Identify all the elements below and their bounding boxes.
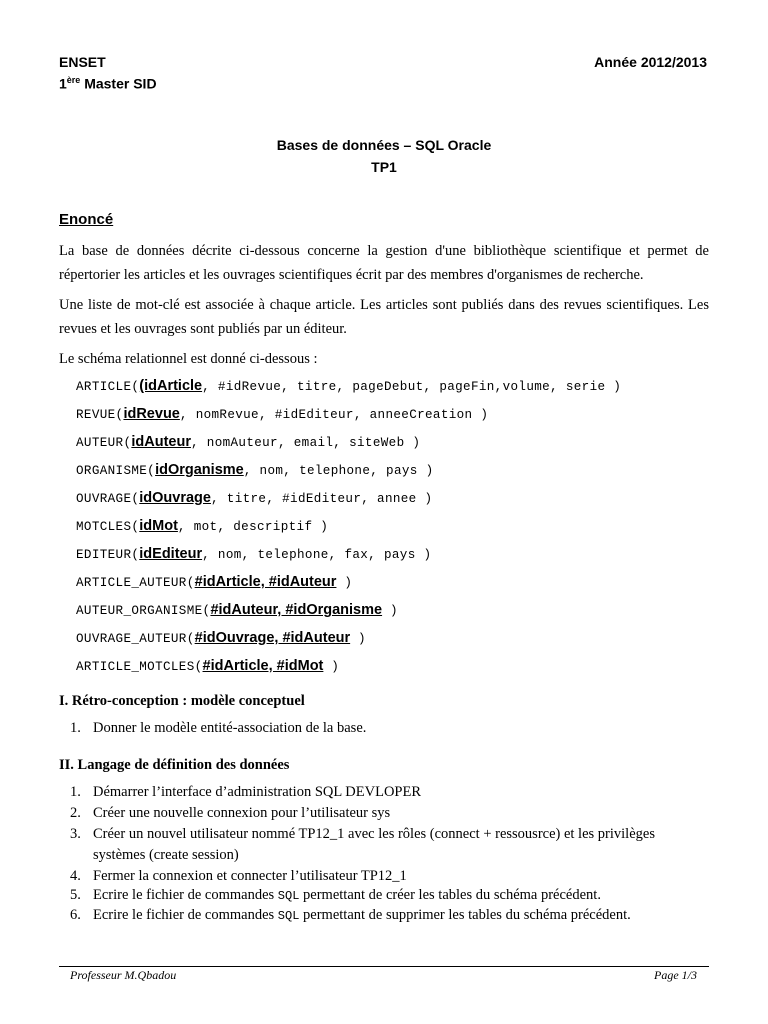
schema-line	[76, 490, 432, 506]
list-item: 6. Ecrire le fichier de commandes SQL permettant de supprimer les tables du schéma précédent.	[70, 907, 631, 923]
schema-table-name: ARTICLE_MOTCLES(	[76, 660, 203, 674]
schema-primary-key: idRevue	[123, 406, 180, 422]
schema-line	[76, 434, 420, 450]
schema-attributes: , nomRevue, #idEditeur, anneeCreation )	[179, 408, 489, 422]
section-2-title: II. Langage de définition des données	[59, 757, 290, 773]
list-item-text: Démarrer l’interface d’administration SQL DEVLOPER	[93, 784, 422, 800]
schema-primary-key: #idArticle, #idAuteur	[194, 574, 337, 590]
schema-attributes: , #idRevue, titre, pageDebut, pageFin,volume, serie )	[202, 380, 622, 394]
schema-line	[76, 602, 398, 618]
schema-attributes: )	[323, 660, 340, 674]
footer-page-number: Page 1/3	[654, 968, 697, 982]
schema-table-name: EDITEUR(	[76, 548, 140, 562]
code-keyword: SQL	[277, 909, 300, 923]
code-keyword: SQL	[277, 889, 300, 903]
schema-line	[76, 518, 328, 534]
schema-primary-key: idMot	[139, 518, 178, 534]
schema-line	[76, 630, 366, 646]
schema-table-name: OUVRAGE(	[76, 492, 140, 506]
schema-attributes: , nom, telephone, fax, pays )	[202, 548, 432, 562]
schema-line	[76, 378, 621, 394]
schema-line	[76, 406, 488, 422]
list-item-text: Donner le modèle entité-association de la base.	[93, 720, 367, 736]
enonce-text-3: Le schéma relationnel est donné ci-dessous :	[59, 351, 318, 367]
list-item: 1. Donner le modèle entité-association de la base.	[70, 720, 367, 736]
list-item-text: permettant de créer les tables du schéma précédent.	[303, 887, 601, 903]
section-1-title: I. Rétro-conception : modèle conceptuel	[59, 693, 305, 709]
list-item-text: Ecrire le fichier de commandes	[93, 907, 275, 923]
list-item-continuation	[93, 847, 239, 864]
list-item-text: systèmes (create session)	[93, 847, 239, 863]
schema-table-name: MOTCLES(	[76, 520, 140, 534]
schema-attributes: , mot, descriptif )	[177, 520, 329, 534]
list-item: 5. Ecrire le fichier de commandes SQL permettant de créer les tables du schéma précédent.	[70, 887, 601, 903]
enonce-text-2: Une liste de mot-clé est associée à chaque article. Les articles sont publiés dans des revues scientifiques. Les revues et les ouvrages sont publiés par un éditeur.	[59, 297, 709, 337]
schema-line	[76, 658, 339, 674]
schema-primary-key: idAuteur	[131, 434, 191, 450]
schema-primary-key: idOrganisme	[155, 462, 244, 478]
enonce-paragraph-1	[59, 239, 709, 287]
enonce-heading: Enoncé	[59, 211, 114, 228]
class-level-label: Master SID	[80, 75, 157, 92]
schema-table-name: AUTEUR(	[76, 436, 132, 450]
list-item-text: permettant de supprimer les tables du schéma précédent.	[303, 907, 631, 923]
schema-attributes: )	[336, 576, 353, 590]
list-item-text: Ecrire le fichier de commandes	[93, 887, 275, 903]
schema-attributes: )	[350, 632, 366, 646]
enonce-paragraph-3	[59, 347, 709, 371]
academic-year: Année 2012/2013	[594, 54, 707, 70]
schema-attributes: , nom, telephone, pays )	[243, 464, 434, 478]
schema-primary-key: #idArticle, #idMot	[202, 658, 324, 674]
list-item: 1. Démarrer l’interface d’administration SQL DEVLOPER	[70, 784, 422, 800]
schema-primary-key: #idAuteur, #idOrganisme	[210, 602, 383, 618]
list-item: 2. Créer une nouvelle connexion pour l’utilisateur sys	[70, 805, 391, 821]
schema-attributes: , nomAuteur, email, siteWeb )	[190, 436, 421, 450]
list-item-text: Créer une nouvelle connexion pour l’utilisateur sys	[93, 805, 391, 821]
list-item-text: Créer un nouvel utilisateur nommé TP12_1 avec les rôles (connect + ressousrce) et les privilèges	[93, 826, 655, 842]
schema-attributes: )	[382, 604, 398, 618]
schema-table-name: REVUE(	[76, 408, 124, 422]
schema-line	[76, 462, 434, 478]
footer-divider	[59, 966, 709, 967]
schema-table-name: ARTICLE(	[76, 380, 140, 394]
schema-table-name: AUTEUR_ORGANISME(	[76, 604, 211, 618]
footer-author: Professeur M.Qbadou	[70, 968, 177, 982]
class-level-sup: ère	[66, 75, 81, 85]
schema-primary-key: (idArticle	[139, 378, 203, 394]
school-name: ENSET	[59, 54, 106, 70]
schema-primary-key: idEditeur	[139, 546, 203, 562]
doc-title: Bases de données – SQL Oracle	[276, 137, 492, 153]
list-item: 4. Fermer la connexion et connecter l’utilisateur TP12_1	[70, 868, 407, 884]
class-level-number: 1	[59, 75, 67, 92]
enonce-text-1: La base de données décrite ci-dessous concerne la gestion d'une bibliothèque scientifique et permet de répertorier les articles et les ouvrages scientifiques écrit par des membres d'organismes de recherche.	[59, 243, 709, 283]
schema-primary-key: #idOuvrage, #idAuteur	[194, 630, 351, 646]
schema-line	[76, 546, 431, 562]
schema-table-name: ARTICLE_AUTEUR(	[76, 576, 195, 590]
list-item: 3. Créer un nouvel utilisateur nommé TP12_1 avec les rôles (connect + ressousrce) et les privilèges	[70, 826, 655, 842]
doc-subtitle: TP1	[371, 159, 397, 175]
schema-primary-key: idOuvrage	[139, 490, 211, 506]
schema-table-name: ORGANISME(	[76, 464, 156, 478]
schema-attributes: , titre, #idEditeur, annee )	[210, 492, 433, 506]
list-item-text: Fermer la connexion et connecter l’utilisateur TP12_1	[93, 868, 407, 884]
schema-line	[76, 574, 352, 590]
schema-table-name: OUVRAGE_AUTEUR(	[76, 632, 195, 646]
enonce-paragraph-2	[59, 293, 709, 341]
class-level	[59, 75, 157, 92]
